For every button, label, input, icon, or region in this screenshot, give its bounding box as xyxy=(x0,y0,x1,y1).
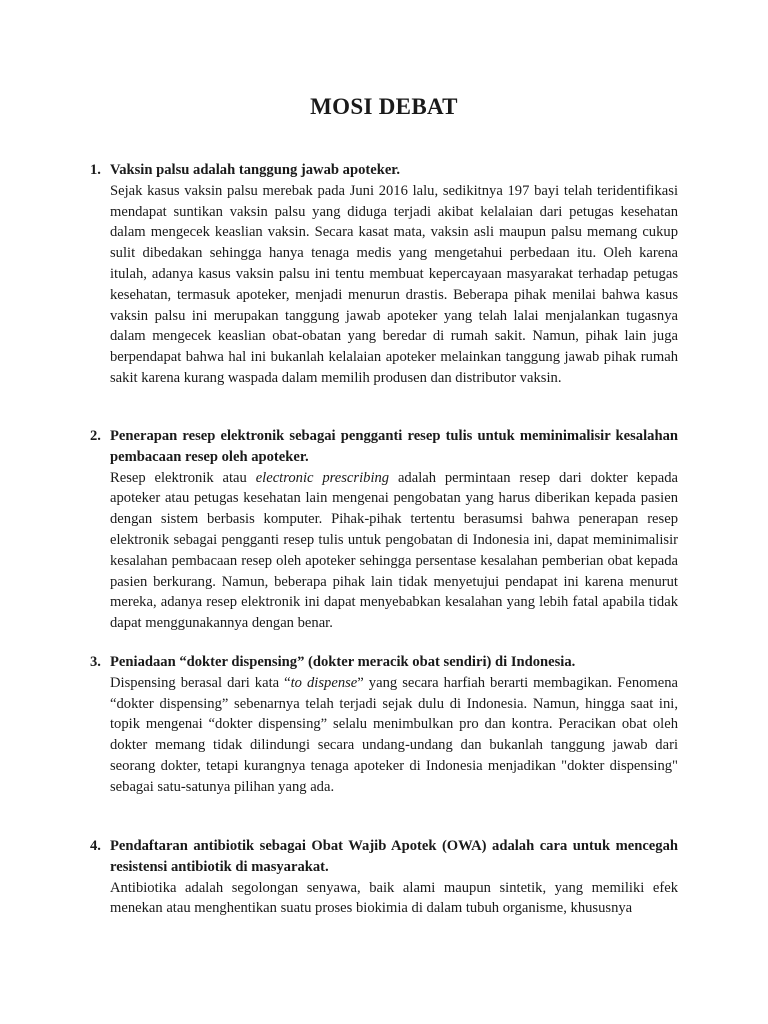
item-number: 3. xyxy=(90,654,101,670)
item-body xyxy=(110,468,678,634)
item-body xyxy=(110,673,678,798)
item-number: 1. xyxy=(90,162,101,178)
document-title: MOSI DEBAT xyxy=(310,94,458,119)
item-heading: Vaksin palsu adalah tanggung jawab apoteker. xyxy=(110,162,401,178)
item-number: 2. xyxy=(90,428,101,444)
item-body-italic: to dispense xyxy=(290,674,358,691)
item-heading: Pendaftaran antibiotik sebagai Obat Wajib Apotek (OWA) adalah cara untuk mencegah resistensi antibiotik di masyarakat. xyxy=(110,838,678,875)
item-body-text: Resep elektronik atau xyxy=(110,469,256,486)
item-heading: Penerapan resep elektronik sebagai pengganti resep tulis untuk meminimalisir kesalahan pembacaan resep oleh apoteker. xyxy=(110,428,678,465)
motion-item-4 xyxy=(90,836,678,919)
motion-item-2 xyxy=(90,426,678,634)
item-body-text: Dispensing berasal dari kata “ xyxy=(110,674,291,691)
item-body-text: ” yang secara harfiah berarti membagikan. Fenomena “dokter dispensing” sebenarnya telah terjadi sejak dulu di Indonesia. Namun, hingga saat ini, topik mengenai “dokter dispensing” selalu menimbulkan pro dan kontra. Peracikan obat oleh dokter memang tidak dilindungi secara undang-undang dan bukanlah tanggung jawab dari seorang dokter, tetapi kurangnya tenaga apoteker di Indonesia menjadikan "dokter dispensing" sebagai satu-satunya pilihan yang ada. xyxy=(110,674,679,795)
item-body: Antibiotika adalah segolongan senyawa, baik alami maupun sintetik, yang memiliki efek menekan atau menghentikan suatu proses biokimia di dalam tubuh organisme, khususnya xyxy=(110,879,678,917)
item-body: Sejak kasus vaksin palsu merebak pada Juni 2016 lalu, sedikitnya 197 bayi telah teridentifikasi mendapat suntikan vaksin palsu yang diduga terjadi akibat kelalaian dari petugas kesehatan dalam mengecek keaslian vaksin. Secara kasat mata, vaksin asli maupun palsu memang cukup sulit dibedakan sehingga hanya tenaga medis yang mengetahui perbedaan itu. Oleh karena itulah, adanya kasus vaksin palsu ini tentu membuat kepercayaan masyarakat terhadap petugas kesehatan, termasuk apoteker, menjadi menurun drastis. Beberapa pihak menilai bahwa kasus vaksin palsu ini merupakan tanggung jawab apoteker yang telah lalai menjalankan tugasnya dalam mengecek keaslian obat-obatan yang beredar di rumah sakit. Namun, pihak lain juga berpendapat bahwa hal ini bukanlah kelalaian apoteker melainkan tanggung jawab pihak rumah sakit karena kurang waspada dalam memilih produsen dan distributor vaksin. xyxy=(110,182,678,386)
item-number: 4. xyxy=(90,838,101,854)
motion-item-3 xyxy=(90,652,678,798)
item-body-text: adalah permintaan resep dari dokter kepada apoteker atau petugas kesehatan lain mengenai pengobatan yang harus diberikan kepada pasien dengan sistem berbasis komputer. Pihak-pihak tertentu berasumsi bahwa penerapan resep elektronik sebagai pengganti resep tulis untuk pengobatan di Indonesia ini, dapat meminimalisir kesalahan pembacaan resep oleh apoteker sehingga persentase kesalahan pemberian obat kepada pasien berkurang. Namun, beberapa pihak lain tidak menyetujui pendapat ini karena menurut mereka, adanya resep elektronik ini dapat menyebabkan kesalahan yang lebih fatal apabila tidak dapat menggunakannya dengan benar. xyxy=(110,469,678,632)
item-body-italic: electronic prescribing xyxy=(255,469,390,486)
motion-item-1 xyxy=(90,160,678,389)
item-heading: Peniadaan “dokter dispensing” (dokter meracik obat sendiri) di Indonesia. xyxy=(110,654,576,670)
